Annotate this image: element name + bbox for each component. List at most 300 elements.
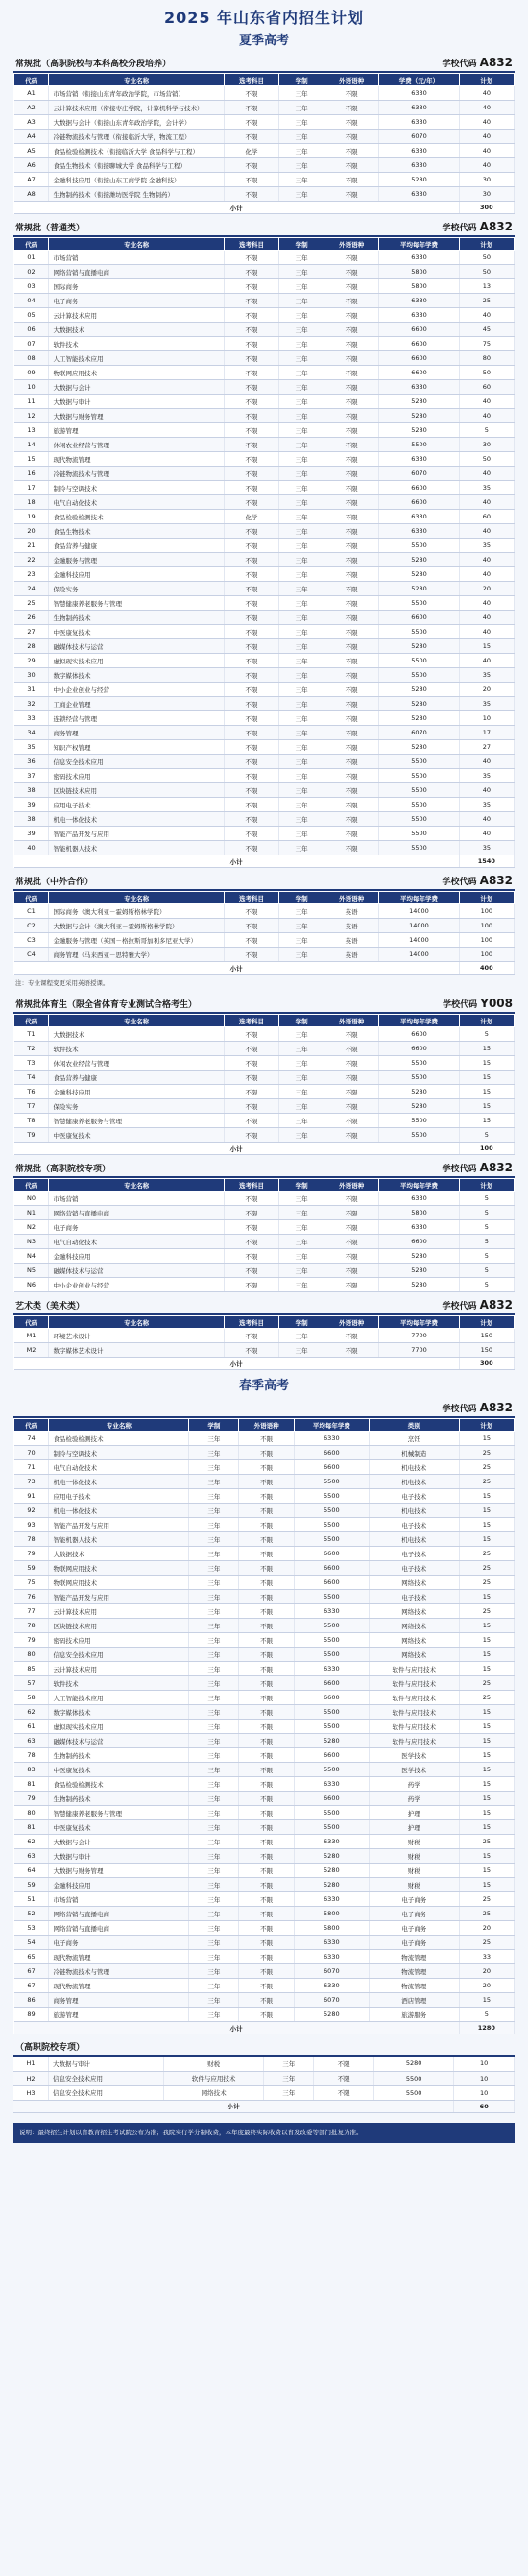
table-cell: 不限 [224,366,278,380]
subtotal-label: 小计 [14,855,460,868]
table-cell: 33 [14,711,49,726]
table-cell: 5280 [379,1085,459,1099]
table-cell: 28 [14,639,49,654]
table-cell: 52 [14,1907,49,1921]
school-code-label: 学校代码 [442,224,477,233]
subtotal-value: 1540 [459,855,514,868]
table-cell: 30 [459,438,514,452]
table-cell: 6600 [294,1676,369,1691]
table-row [14,1278,515,1292]
table-row [14,639,515,654]
table-row [14,1460,515,1475]
table-cell: 91 [14,1489,49,1504]
table-cell: 100 [459,904,514,919]
section-table [13,73,515,214]
table-cell: 5500 [294,1489,369,1504]
table-cell: 5280 [379,423,459,438]
table-cell: 5280 [379,395,459,409]
table-cell: 不限 [324,1099,379,1114]
table-cell: 6330 [294,1936,369,1950]
table-cell: 25 [459,1604,514,1619]
table-cell: 三年 [189,1979,239,1993]
table-row [14,279,515,294]
table-cell: A2 [14,101,49,115]
table-cell: 45 [459,323,514,337]
table-cell: 5500 [294,1720,369,1734]
column-header: 外语语种 [324,892,379,904]
table-cell: 不限 [224,308,278,323]
table-cell: 三年 [189,1734,239,1748]
table-cell: 5280 [379,553,459,567]
table-row [14,1936,515,1950]
table-cell: 不限 [224,625,278,639]
school-code [443,220,514,233]
table-cell: 不限 [324,582,379,596]
table-cell: 6070 [379,130,459,144]
table-cell: 食品生物技术 [49,524,224,539]
table-cell: 大数据技术 [49,323,224,337]
table-cell: 不限 [324,452,379,467]
table-cell: 6600 [379,323,459,337]
table-cell: 7700 [379,1329,459,1343]
table-cell: 40 [459,144,514,158]
section-head [13,56,515,73]
table-cell: 15 [459,1662,514,1676]
table-cell: 大数据与会计 [49,1835,189,1849]
table-cell: 53 [14,1921,49,1936]
table-cell: 大数据与会计（澳大利亚－霍姆斯格林学院） [49,919,224,933]
table-cell: 三年 [189,1590,239,1604]
table-cell: 不限 [324,101,379,115]
table-cell: 三年 [279,524,324,539]
header-row [14,74,515,86]
table-cell: 不限 [324,1220,379,1235]
table-row [14,1489,515,1504]
table-cell: 10 [454,2057,515,2071]
table-row [14,1590,515,1604]
table-cell: 92 [14,1504,49,1518]
table-cell: 78 [14,1532,49,1547]
table-row [14,1835,515,1849]
table-cell: 食品检验检测技术 [49,510,224,524]
table-cell: 5500 [379,438,459,452]
table-row [14,1432,515,1446]
table-cell: 不限 [314,2085,374,2100]
table-cell: 40 [14,841,49,855]
table-row [14,351,515,366]
table-cell: 三年 [279,1027,324,1042]
column-header: 代码 [14,1015,49,1027]
table-cell: 25 [459,294,514,308]
table-cell: 市场营销 [49,1192,224,1206]
table-cell: 70 [14,1446,49,1460]
table-cell: 不限 [224,1235,278,1249]
column-header: 代码 [14,238,49,251]
table-cell: 不限 [324,423,379,438]
table-cell: 5280 [379,697,459,711]
table-cell: 65 [14,1950,49,1964]
spring-school-code: 学校代码 A832 [442,1401,513,1414]
table-row [14,366,515,380]
table-cell: 不限 [224,827,278,841]
column-header: 选考科目 [224,1179,278,1192]
table-cell: 6070 [294,1964,369,1979]
table-cell: 制冷与空调技术 [49,1446,189,1460]
column-header: 平均每年学费 [379,1316,459,1329]
column-header: 专业名称 [49,1179,224,1192]
table-cell: 不限 [314,2057,374,2071]
table-cell: 80 [459,351,514,366]
table-cell: 40 [459,553,514,567]
table-cell: 不限 [239,1561,294,1576]
table-cell: 15 [459,1777,514,1792]
table-cell: 不限 [224,452,278,467]
table-cell: 不限 [224,654,278,668]
table-cell: 14000 [379,904,459,919]
table-cell: 15 [459,1648,514,1662]
school-code-value: A832 [479,220,513,233]
table-cell: 30 [459,187,514,202]
table-cell: 21 [14,539,49,553]
subtotal-row [14,202,515,214]
table-row [14,1518,515,1532]
table-cell: 79 [14,1792,49,1806]
table-row [13,2085,515,2100]
table-cell: 6600 [379,366,459,380]
table-cell: 15 [459,1864,514,1878]
table-cell: 27 [14,625,49,639]
table-cell: N6 [14,1278,49,1292]
table-cell: 150 [459,1329,514,1343]
table-cell: 不限 [239,1504,294,1518]
table-cell: 电子技术 [369,1489,459,1504]
table-cell: 密码技术应用 [49,769,224,783]
table-cell: 不限 [324,1071,379,1085]
table-row [14,783,515,798]
table-cell: 物联网应用技术 [49,1576,189,1590]
table-cell: 数字媒体技术 [49,1705,189,1720]
table-cell: 5 [459,2008,514,2022]
table-cell: 5500 [379,539,459,553]
table-cell: 100 [459,933,514,948]
table-cell: 物流管理 [369,1979,459,1993]
subtotal-row [14,2022,515,2034]
table-cell: 财税 [163,2057,263,2071]
table-cell: 三年 [189,1835,239,1849]
table-cell: 中医康复技术 [49,1763,189,1777]
section-head [13,1161,515,1178]
school-code-label: 学校代码 [442,1165,477,1174]
table-row [14,1504,515,1518]
table-cell: 三年 [189,1446,239,1460]
table-cell: 6330 [379,115,459,130]
table-cell: 39 [14,827,49,841]
table-cell: 62 [14,1705,49,1720]
table-cell: T9 [14,1128,49,1143]
column-header: 外语语种 [324,1015,379,1027]
table-cell: 休闲农业经营与管理 [49,1056,224,1071]
table-cell: 三年 [279,841,324,855]
table-cell: 不限 [239,1979,294,1993]
table-cell: 5280 [379,683,459,697]
table-cell: 5500 [294,1532,369,1547]
table-cell: 不限 [224,1343,278,1358]
subtotal-label: 小计 [14,2022,460,2034]
table-cell: 5280 [373,2057,453,2071]
table-cell: 三年 [279,115,324,130]
table-cell: 不限 [324,812,379,827]
table-cell: 三年 [189,1547,239,1561]
spring-title: 春季高考 [238,1379,289,1393]
table-cell: 15 [459,1042,514,1056]
spring-special-title: （高职院校专项） [13,2034,515,2057]
table-cell: 三年 [189,1720,239,1734]
table-cell: 融媒体技术与运营 [49,1264,224,1278]
table-cell: 旅游服务 [369,2008,459,2022]
table-row [14,697,515,711]
table-cell: 25 [14,596,49,611]
table-cell: 不限 [324,1264,379,1278]
table-row [14,467,515,481]
table-cell: 6330 [294,1835,369,1849]
table-cell: 三年 [279,1056,324,1071]
table-cell: 不限 [224,740,278,755]
table-cell: 三年 [189,1864,239,1878]
table-cell: 电子技术 [369,1547,459,1561]
table-cell: 不限 [324,308,379,323]
table-cell: 5500 [294,1806,369,1820]
table-cell: 74 [14,1432,49,1446]
table-cell: 不限 [224,337,278,351]
table-cell: 不限 [239,1547,294,1561]
school-code-value: A832 [479,1298,513,1312]
table-cell: 信息安全技术应用 [49,755,224,769]
table-cell: 86 [14,1993,49,2008]
table-cell: 市场营销 [49,1892,189,1907]
table-cell: 不限 [324,1329,379,1343]
table-cell: 不限 [224,769,278,783]
table-cell: 33 [459,1950,514,1964]
table-cell: 23 [14,567,49,582]
table-cell: 16 [14,467,49,481]
table-cell: 40 [459,812,514,827]
table-row [14,1777,515,1792]
table-cell: 三年 [279,904,324,919]
table-cell: 信息安全技术应用 [49,1648,189,1662]
table-cell: 三年 [279,1278,324,1292]
table-cell: 不限 [224,1114,278,1128]
table-cell: 融媒体技术与运营 [49,639,224,654]
table-cell: 不限 [224,933,278,948]
spring-special-body [13,2057,515,2112]
table-cell: 40 [459,755,514,769]
table-cell: 三年 [189,1518,239,1532]
table-cell: A3 [14,115,49,130]
table-cell: 26 [14,611,49,625]
table-cell: 生物制药技术（衔接潍坊医学院 生物制药） [49,187,224,202]
table-cell: 5500 [379,654,459,668]
table-cell: 药学 [369,1777,459,1792]
table-row [14,1849,515,1864]
table-cell: 5500 [294,1504,369,1518]
table-cell: 网络技术 [163,2085,263,2100]
table-cell: 62 [14,1835,49,1849]
table-cell: 不限 [224,798,278,812]
table-cell: 15 [459,1056,514,1071]
table-cell: 医学技术 [369,1748,459,1763]
subtotal-label: 小计 [14,202,460,214]
table-cell: 制冷与空调技术 [49,481,224,495]
column-header: 外语语种 [324,1316,379,1329]
table-row [14,1264,515,1278]
table-cell: 27 [459,740,514,755]
table-cell: 连锁经营与管理 [49,711,224,726]
table-row [14,1071,515,1085]
table-row [14,827,515,841]
table-cell: 6600 [379,1042,459,1056]
table-cell: 金融服务与管理（英国－格拉斯哥加利多尼亚大学） [49,933,224,948]
table-cell: 13 [14,423,49,438]
table-cell: 三年 [189,1648,239,1662]
table-cell: 5280 [379,1264,459,1278]
table-row [13,2071,515,2085]
table-row [14,158,515,173]
table-cell: 保险实务 [49,582,224,596]
table-cell: 不限 [239,1950,294,1964]
table-cell: 5800 [379,265,459,279]
column-header: 学费（元/年） [379,74,459,86]
table-cell: 不限 [224,351,278,366]
table-cell: 89 [14,2008,49,2022]
table-cell: 14000 [379,919,459,933]
table-cell: 5280 [379,740,459,755]
table-cell: 机电一体化技术 [49,812,224,827]
table-row [14,1979,515,1993]
table-cell: 三年 [279,611,324,625]
section-table [13,1315,515,1370]
table-cell: 30 [14,668,49,683]
table-cell: 6330 [379,187,459,202]
table-cell: 三年 [279,553,324,567]
table-cell: 19 [14,510,49,524]
column-header: 学制 [279,238,324,251]
table-cell: 不限 [239,1936,294,1950]
table-cell: 医学技术 [369,1763,459,1777]
table-cell: 5500 [294,1475,369,1489]
table-cell: 40 [459,783,514,798]
table-cell: H3 [13,2085,49,2100]
table-cell: 中小企业创业与经营 [49,1278,224,1292]
table-row [14,452,515,467]
table-cell: 6330 [379,1220,459,1235]
school-code [443,56,514,69]
table-cell: 不限 [239,1907,294,1921]
table-row [14,251,515,265]
table-cell: 食品检验检测技术（衔接临沂大学 食品科学与工程） [49,144,224,158]
table-cell: 软件与应用技术 [163,2071,263,2085]
table-cell: 不限 [324,1128,379,1143]
table-cell: 25 [459,1547,514,1561]
table-cell: 三年 [279,1235,324,1249]
table-cell: 不限 [224,1071,278,1085]
table-cell: 37 [14,769,49,783]
footer-note: 说明：最终招生计划以省教育招生考试院公布为准；我院实行学分制收费，本年度最终实际收费以省发改委等部门批复为准。 [13,2123,515,2143]
table-cell: 40 [459,395,514,409]
section-name: 常规批（中外合作） [15,878,94,887]
table-cell: 5500 [379,755,459,769]
table-cell: 机电技术 [369,1532,459,1547]
table-cell: 不限 [239,1691,294,1705]
table-cell: 5280 [379,711,459,726]
table-cell: 金融科技应用 [49,567,224,582]
table-cell: 工商企业管理 [49,697,224,711]
table-cell: 中医康复技术 [49,1128,224,1143]
table-cell: H2 [13,2071,49,2085]
column-header: 平均每年学费 [379,1179,459,1192]
table-cell: 云计算技术应用 [49,1662,189,1676]
table-cell: C3 [14,933,49,948]
table-cell: 83 [14,1763,49,1777]
table-cell: T8 [14,1114,49,1128]
table-row [14,582,515,596]
table-cell: 护理 [369,1806,459,1820]
column-header: 专业名称 [49,892,224,904]
table-cell: 大数据与会计 [49,380,224,395]
table-cell: 35 [459,539,514,553]
table-cell: 三年 [279,740,324,755]
table-cell: 5500 [379,769,459,783]
table-cell: 32 [14,697,49,711]
table-row [14,1691,515,1705]
table-cell: 三年 [189,1532,239,1547]
table-cell: 三年 [189,1576,239,1590]
table-cell: 药学 [369,1792,459,1806]
column-header: 平均每年学费 [379,892,459,904]
table-cell: 不限 [324,323,379,337]
table-cell: 不限 [224,86,278,101]
table-cell: 软件与应用技术 [369,1662,459,1676]
table-cell: M1 [14,1329,49,1343]
table-row [14,1329,515,1343]
table-cell: 不限 [239,1619,294,1633]
table-cell: 烹饪 [369,1432,459,1446]
school-code [443,997,513,1010]
table-cell: T4 [14,1071,49,1085]
table-cell: 三年 [189,1633,239,1648]
table-cell: 生物制药技术 [49,1748,189,1763]
table-cell: 软件技术 [49,1042,224,1056]
table-cell: 6600 [379,1235,459,1249]
table-cell: 10 [459,711,514,726]
table-cell: 不限 [324,726,379,740]
subtotal-label: 小计 [13,2100,454,2112]
table-row [14,740,515,755]
table-row [14,567,515,582]
table-cell: 三年 [279,1114,324,1128]
table-cell: 不限 [239,1734,294,1748]
table-cell: 大数据技术 [49,1027,224,1042]
table-cell: 三年 [279,510,324,524]
table-cell: 6330 [294,1662,369,1676]
table-row [14,1532,515,1547]
table-cell: 生物制药技术 [49,1792,189,1806]
table-cell: 不限 [324,467,379,481]
table-row [14,1892,515,1907]
table-cell: 三年 [279,1042,324,1056]
column-header: 学制 [189,1419,239,1432]
table-cell: 6600 [379,1027,459,1042]
table-row [14,904,515,919]
